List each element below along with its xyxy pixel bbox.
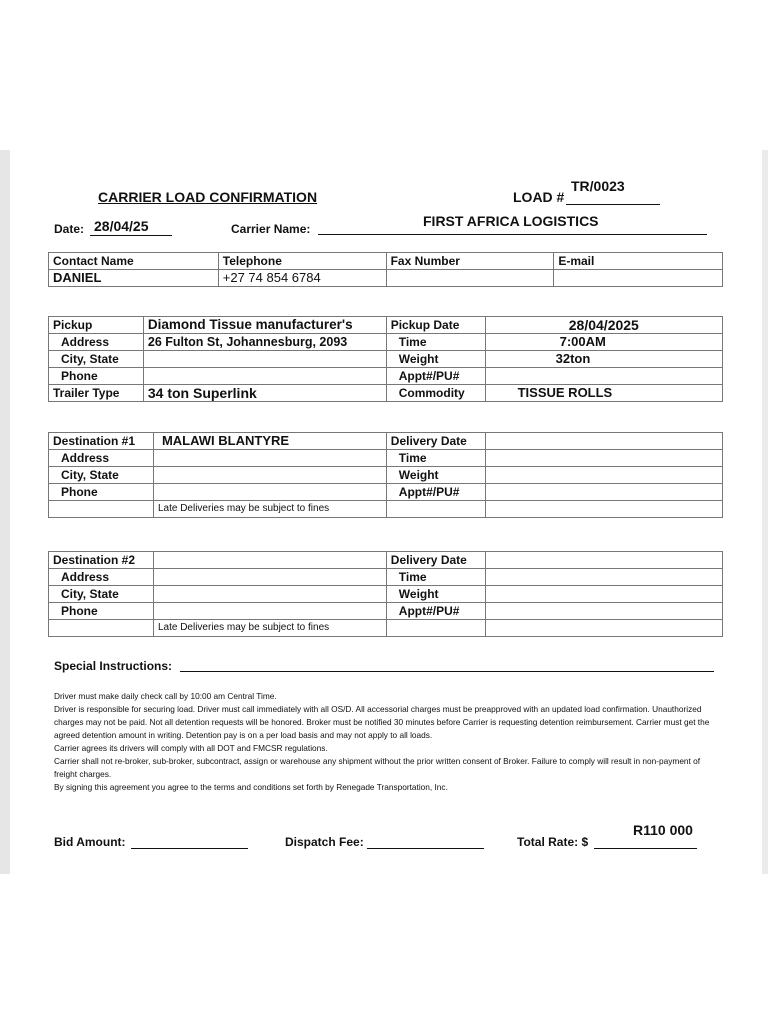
date-value: 28/04/25 bbox=[94, 218, 149, 234]
terms-block bbox=[54, 690, 714, 794]
table-row bbox=[49, 484, 723, 501]
bid-amount-label: Bid Amount: bbox=[54, 835, 126, 849]
table-row bbox=[49, 368, 723, 385]
pickup-table bbox=[48, 316, 723, 402]
destination-2-city-label: City, State bbox=[49, 586, 154, 603]
destination-2-table bbox=[48, 551, 723, 637]
destination-2-city-value bbox=[153, 586, 386, 603]
pickup-address-value: 26 Fulton St, Johannesburg, 2093 bbox=[143, 334, 386, 351]
destination-1-address-value bbox=[153, 450, 386, 467]
pickup-label: Pickup bbox=[49, 317, 144, 334]
term-line: Carrier shall not re-broker, sub-broker, subcontract, assign or warehouse any shipment without the prior written consent of Broker. Failure to comply will result in non-payment of freight charges. bbox=[54, 756, 701, 779]
destination-2-delivery-date-label: Delivery Date bbox=[386, 552, 485, 569]
pickup-date-value: 28/04/2025 bbox=[485, 317, 722, 334]
table-row bbox=[49, 317, 723, 334]
destination-1-late-note: Late Deliveries may be subject to fines bbox=[153, 501, 386, 518]
trailer-type-label: Trailer Type bbox=[49, 385, 144, 402]
destination-1-address-label: Address bbox=[49, 450, 154, 467]
table-row bbox=[49, 253, 723, 270]
term-line: Driver is responsible for securing load. Driver must call immediately with all OS/D. All accessorial charges must be preapproved with an updated load confirmation. Unauthorized charges may not be paid. Not all detention requests will be honored. Broker must be notified 30 minutes before Carrier is requesting detention reimbursement. Carrier must get the agreed detention amount in writing. Detention pay is on a per load basis and may not apply to all loads. bbox=[54, 704, 710, 740]
dispatch-fee-line bbox=[367, 848, 484, 849]
pickup-city-value bbox=[143, 351, 386, 368]
term-line: Driver must make daily check call by 10:00 am Central Time. bbox=[54, 691, 277, 701]
table-row bbox=[49, 334, 723, 351]
destination-2-address-value bbox=[153, 569, 386, 586]
pickup-time-value: 7:00AM bbox=[485, 334, 722, 351]
term-line: Carrier agrees its drivers will comply with all DOT and FMCSR regulations. bbox=[54, 743, 328, 753]
term-line: By signing this agreement you agree to the terms and conditions set forth by Renegade Transportation, Inc. bbox=[54, 782, 448, 792]
pickup-phone-label: Phone bbox=[49, 368, 144, 385]
table-row bbox=[49, 270, 723, 287]
special-instructions-label: Special Instructions: bbox=[54, 659, 173, 673]
contact-telephone-value: +27 74 854 6784 bbox=[218, 270, 386, 287]
destination-2-weight-label: Weight bbox=[386, 586, 485, 603]
commodity-label: Commodity bbox=[386, 385, 485, 402]
pickup-address-label: Address bbox=[49, 334, 144, 351]
table-row bbox=[49, 351, 723, 368]
table-row bbox=[49, 467, 723, 484]
destination-2-late-note: Late Deliveries may be subject to fines bbox=[153, 620, 386, 637]
destination-2-address-label: Address bbox=[49, 569, 154, 586]
commodity-value: TISSUE ROLLS bbox=[485, 385, 722, 402]
trailer-type-value: 34 ton Superlink bbox=[143, 385, 386, 402]
table-row bbox=[49, 552, 723, 569]
total-rate-line bbox=[594, 848, 697, 849]
total-rate-label: Total Rate: $ bbox=[517, 835, 589, 849]
load-number-label: LOAD # bbox=[513, 189, 565, 205]
table-row bbox=[49, 385, 723, 402]
pickup-date-label: Pickup Date bbox=[386, 317, 485, 334]
destination-1-table bbox=[48, 432, 723, 518]
contact-header-email: E-mail bbox=[554, 253, 723, 270]
destination-1-delivery-date-label: Delivery Date bbox=[386, 433, 485, 450]
pickup-weight-value: 32ton bbox=[485, 351, 722, 368]
destination-1-label: Destination #1 bbox=[49, 433, 154, 450]
destination-2-appt-label: Appt#/PU# bbox=[386, 603, 485, 620]
pickup-appt-value bbox=[485, 368, 722, 385]
destination-1-city-value bbox=[153, 467, 386, 484]
pickup-phone-value bbox=[143, 368, 386, 385]
destination-2-label: Destination #2 bbox=[49, 552, 154, 569]
table-row bbox=[49, 620, 723, 637]
destination-1-phone-label: Phone bbox=[49, 484, 154, 501]
contact-table bbox=[48, 252, 723, 287]
pickup-name-value: Diamond Tissue manufacturer's bbox=[143, 317, 386, 334]
pickup-time-label: Time bbox=[386, 334, 485, 351]
destination-1-city-label: City, State bbox=[49, 467, 154, 484]
destination-2-phone-label: Phone bbox=[49, 603, 154, 620]
load-number-line bbox=[566, 204, 660, 205]
contact-name-value: DANIEL bbox=[49, 270, 219, 287]
table-row bbox=[49, 569, 723, 586]
destination-2-time-label: Time bbox=[386, 569, 485, 586]
destination-1-phone-value bbox=[153, 484, 386, 501]
destination-1-value: MALAWI BLANTYRE bbox=[153, 433, 386, 450]
bid-amount-line bbox=[131, 848, 248, 849]
carrier-name-label: Carrier Name: bbox=[231, 222, 311, 236]
destination-2-value bbox=[153, 552, 386, 569]
contact-header-telephone: Telephone bbox=[218, 253, 386, 270]
table-row bbox=[49, 603, 723, 620]
carrier-name-line bbox=[318, 234, 707, 235]
contact-header-fax: Fax Number bbox=[386, 253, 554, 270]
date-label: Date: bbox=[54, 222, 85, 236]
table-row bbox=[49, 450, 723, 467]
destination-2-phone-value bbox=[153, 603, 386, 620]
destination-1-weight-label: Weight bbox=[386, 467, 485, 484]
date-line bbox=[90, 235, 172, 236]
contact-email-value bbox=[554, 270, 723, 287]
destination-1-delivery-date-value bbox=[485, 433, 722, 450]
document-title: CARRIER LOAD CONFIRMATION bbox=[98, 189, 318, 205]
load-number-value: TR/0023 bbox=[571, 178, 625, 194]
contact-fax-value bbox=[386, 270, 554, 287]
dispatch-fee-label: Dispatch Fee: bbox=[285, 835, 364, 849]
pickup-city-label: City, State bbox=[49, 351, 144, 368]
table-row bbox=[49, 433, 723, 450]
pickup-appt-label: Appt#/PU# bbox=[386, 368, 485, 385]
special-instructions-line bbox=[180, 671, 714, 672]
pickup-weight-label: Weight bbox=[386, 351, 485, 368]
carrier-name-value: FIRST AFRICA LOGISTICS bbox=[423, 213, 599, 229]
contact-header-name: Contact Name bbox=[49, 253, 219, 270]
table-row bbox=[49, 586, 723, 603]
destination-1-time-label: Time bbox=[386, 450, 485, 467]
destination-1-appt-label: Appt#/PU# bbox=[386, 484, 485, 501]
table-row bbox=[49, 501, 723, 518]
total-rate-value: R110 000 bbox=[633, 822, 693, 838]
